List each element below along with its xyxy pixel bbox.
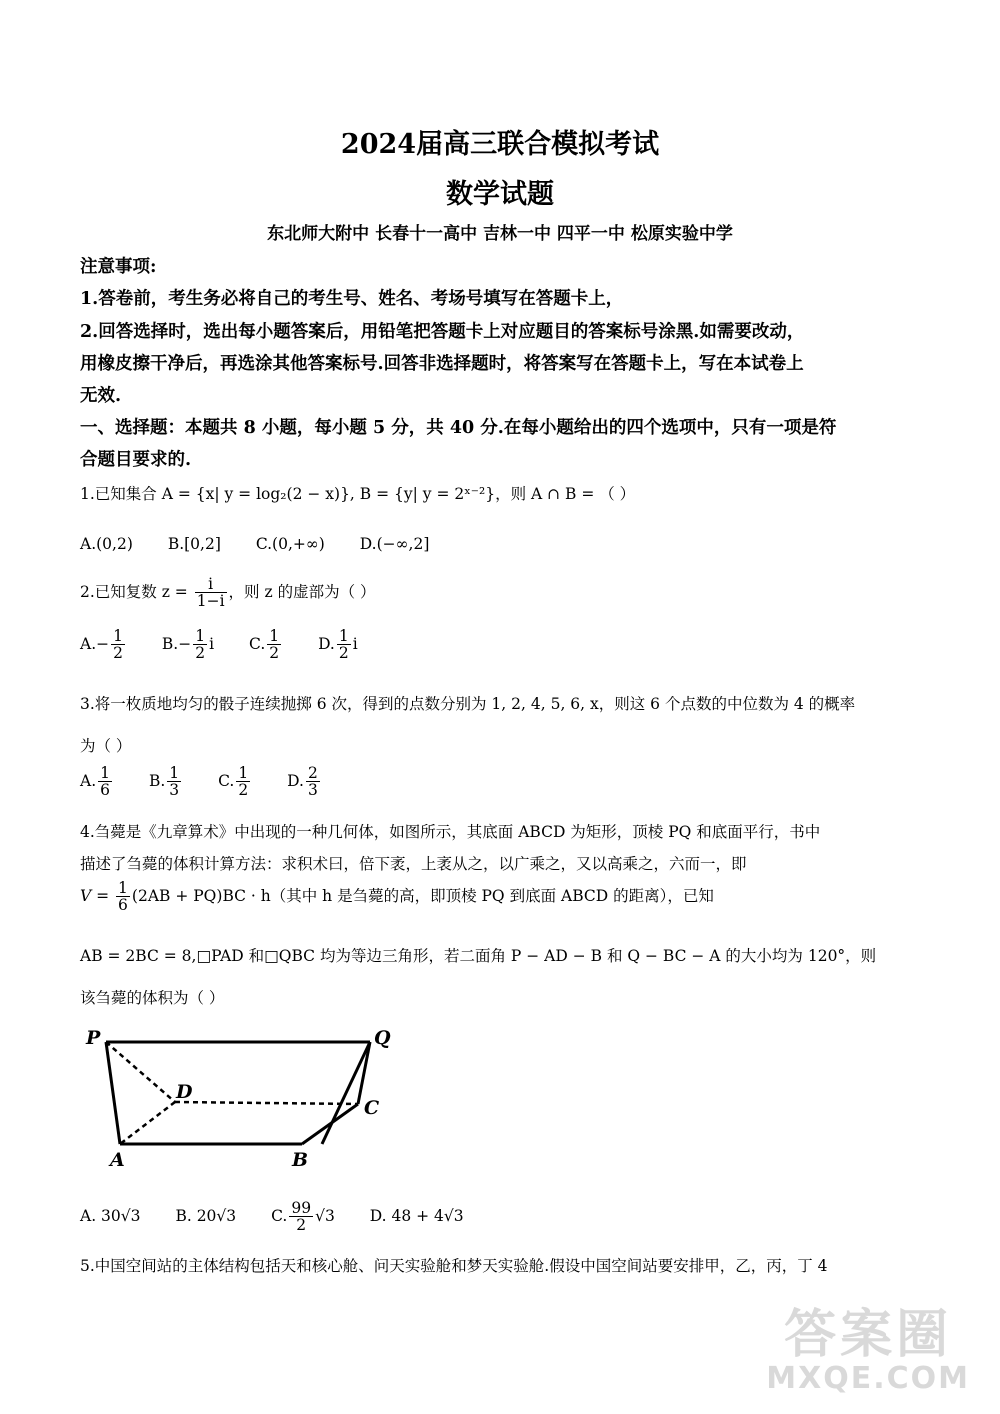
vertex-label-b: B [292, 1149, 309, 1171]
fraction-denominator: 1−i [196, 592, 225, 611]
formula-tail: (2AB + PQ)BC · h（其中 h 是刍薨的高，即顶棱 PQ 到底面 ABCD 的距离），已知 [131, 886, 714, 905]
question-2-option-a[interactable] [80, 628, 127, 662]
vertex-label-p: P [86, 1027, 101, 1049]
question-4-line-5: 该刍薨的体积为（ ） [80, 989, 225, 1007]
question-4-line-2: 描述了刍薨的体积计算方法：求积术曰，倍下袤，上袤从之，以广乘之，又以高乘之，六而一，即 [80, 855, 747, 873]
question-2-option-b[interactable] [162, 628, 214, 662]
fraction-denominator: 2 [238, 781, 249, 800]
question-5-line-1: 5.中国空间站的主体结构包括天和核心舱、问天实验舱和梦天实验舱.假设中国空间站要安排甲，乙，丙，丁 4 [80, 1257, 828, 1275]
question-1-stem: 1.已知集合 A = {x| y = log₂(2 − x)}, B = {y| y = 2ˣ⁻²}，则 A ∩ B = （ ） [80, 485, 636, 503]
formula-fraction [116, 880, 130, 914]
question-2-fraction [195, 576, 227, 610]
question-4-options [80, 1200, 494, 1234]
question-1-option-a[interactable]: A.(0,2) [80, 535, 133, 553]
question-3-option-c[interactable] [218, 765, 252, 799]
chumeng-solid-figure [80, 1022, 410, 1172]
question-4-line-4: AB = 2BC = 8,□PAD 和□QBC 均为等边三角形，若二面角 P − AD − B 和 Q − BC − A 的大小均为 120°，则 [80, 947, 877, 965]
exam-title: 2024届高三联合模拟考试 [340, 129, 660, 160]
notice-heading: 注意事项: [80, 257, 157, 277]
exam-subtitle: 数学试题 [446, 179, 554, 210]
option-label: A. [80, 771, 97, 790]
section-1-instructions-line-2: 合题目要求的. [80, 450, 192, 470]
vertex-label-d: D [176, 1081, 193, 1103]
fraction-denominator: 2 [113, 644, 123, 663]
edge-qb [322, 1042, 370, 1144]
fraction-denominator: 2 [338, 644, 349, 663]
vertex-label-c: C [364, 1097, 380, 1119]
option-tail: i [352, 634, 358, 653]
fraction-numerator: 1 [118, 879, 128, 897]
question-2-option-c[interactable] [249, 628, 283, 662]
fraction-denominator: 6 [118, 896, 128, 915]
option-label: B.− [161, 634, 192, 653]
option-fraction [111, 628, 125, 662]
fraction-denominator: 2 [296, 1216, 307, 1235]
question-1-options [80, 535, 459, 553]
option-label: B. [148, 771, 166, 790]
question-4-formula [80, 880, 714, 914]
formula-prefix: V = [80, 886, 115, 905]
question-1-option-d[interactable]: D.(−∞,2] [359, 535, 430, 553]
question-4-option-b[interactable]: B. 20√3 [175, 1206, 237, 1225]
section-1-instructions-line-1: 一、选择题：本题共 8 小题，每小题 5 分，共 40 分.在每小题给出的四个选项中，只有一项是符 [80, 418, 837, 438]
watermark-bottom-text: MXQE.COM [766, 1361, 970, 1396]
notice-item-2-line-3: 无效. [80, 386, 122, 406]
question-3-stem-2: 为（ ） [80, 737, 132, 755]
option-fraction [167, 765, 181, 799]
watermark-logo [766, 1305, 970, 1396]
fraction-numerator: 1 [238, 764, 249, 782]
option-fraction [236, 765, 250, 799]
question-2-stem [80, 576, 376, 610]
notice-item-2-line-2: 用橡皮擦干净后，再选涂其他答案标号.回答非选择题时，将答案写在答题卡上，写在本试卷上 [80, 354, 804, 374]
option-label: A.− [80, 634, 110, 653]
fraction-denominator: 2 [195, 644, 206, 663]
edge-pa [106, 1042, 120, 1144]
edge-bc [302, 1104, 358, 1144]
fraction-denominator: 6 [100, 781, 110, 800]
question-3-option-d[interactable] [287, 765, 322, 799]
question-2-suffix: ，则 z 的虚部为（ ） [228, 582, 376, 601]
fraction-numerator: 1 [113, 627, 123, 645]
question-3-options [80, 765, 352, 799]
question-2-options [80, 628, 388, 662]
fraction-numerator: 99 [291, 1199, 312, 1217]
fraction-numerator: 1 [100, 764, 110, 782]
option-label: C. [218, 771, 235, 790]
question-4-line-1: 4.刍薨是《九章算术》中出现的一种几何体，如图所示，其底面 ABCD 为矩形，顶棱 PQ 和底面平行，书中 [80, 823, 821, 841]
fraction-numerator: 2 [307, 764, 318, 782]
fraction-denominator: 3 [169, 781, 180, 800]
question-3-option-b[interactable] [149, 765, 183, 799]
option-fraction [267, 628, 281, 662]
vertex-label-a: A [110, 1149, 125, 1171]
fraction-numerator: 1 [169, 764, 180, 782]
question-4-option-c[interactable] [271, 1200, 335, 1234]
fraction-denominator: 3 [307, 781, 318, 800]
option-fraction [193, 628, 207, 662]
edge-dc-hidden [175, 1102, 358, 1104]
fraction-numerator: 1 [195, 627, 206, 645]
option-fraction [98, 765, 112, 799]
option-tail: √3 [315, 1206, 335, 1225]
question-3-stem: 3.将一枚质地均匀的骰子连续抛掷 6 次，得到的点数分别为 1, 2, 4, 5, 6, x，则这 6 个点数的中位数为 4 的概率 [80, 695, 856, 713]
vertex-label-q: Q [374, 1027, 391, 1049]
watermark-top-text: 答案圈 [784, 1305, 953, 1365]
question-3-option-a[interactable] [80, 765, 114, 799]
fraction-numerator: 1 [338, 627, 349, 645]
fraction-numerator: 1 [269, 627, 280, 645]
question-4-option-d[interactable]: D. 48 + 4√3 [369, 1206, 464, 1225]
edge-da-hidden [120, 1102, 175, 1144]
option-fraction [337, 628, 351, 662]
notice-item-2-line-1: 2.回答选择时，选出每小题答案后，用铅笔把答题卡上对应题目的答案标号涂黑.如需要改动， [80, 322, 805, 342]
option-tail: i [209, 634, 215, 653]
fraction-numerator: i [195, 576, 227, 593]
option-label: D. [318, 634, 335, 653]
option-label: C. [271, 1206, 288, 1225]
option-label: C. [249, 634, 266, 653]
question-1-option-c[interactable]: C.(0,+∞) [255, 535, 325, 553]
question-4-option-a[interactable]: A. 30√3 [80, 1206, 141, 1225]
option-fraction [306, 765, 320, 799]
question-1-option-b[interactable]: B.[0,2] [167, 535, 221, 553]
edge-pd-hidden [106, 1042, 175, 1102]
option-fraction [289, 1200, 313, 1234]
question-2-prefix: 2.已知复数 z = [80, 582, 193, 601]
school-list: 东北师大附中 长春十一高中 吉林一中 四平一中 松原实验中学 [267, 224, 733, 244]
notice-item-1: 1.答卷前，考生务必将自己的考生号、姓名、考场号填写在答题卡上， [80, 289, 624, 309]
fraction-denominator: 2 [269, 644, 280, 663]
option-label: D. [287, 771, 304, 790]
question-2-option-d[interactable] [318, 628, 358, 662]
